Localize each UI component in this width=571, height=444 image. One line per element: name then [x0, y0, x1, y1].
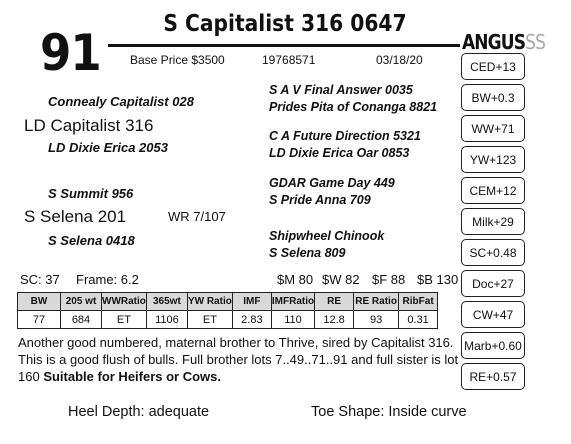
- perf-value: 93: [354, 311, 399, 329]
- epd-column: [461, 53, 527, 394]
- perf-header: YW Ratio: [187, 293, 232, 311]
- sire-sire: Connealy Capitalist 028: [48, 94, 194, 109]
- sire-dam-sire: C A Future Direction 5321: [269, 129, 421, 143]
- sire: LD Capitalist 316: [24, 116, 154, 135]
- index-b: $B 130: [417, 272, 459, 287]
- angus-logo-suffix: SS: [525, 30, 546, 54]
- perf-value: 110: [271, 311, 314, 329]
- epd-ww: WW+71: [461, 115, 525, 142]
- perf-header: RibFat: [399, 293, 438, 311]
- index-m: $M 80: [277, 272, 314, 287]
- description-bold: Suitable for Heifers or Cows.: [43, 369, 222, 384]
- perf-value: 0.31: [399, 311, 438, 329]
- description-text: Another good numbered, maternal brother to Thrive, sired by Capitalist 316. This is a good flush of bulls. Full brother lots 7..49..71..91 and full sister is lot 160: [18, 335, 459, 384]
- epd-yw: YW+123: [461, 146, 525, 173]
- sire-dam: LD Dixie Erica 2053: [48, 140, 168, 155]
- perf-header: BW: [18, 293, 61, 311]
- dam-dam-dam: S Selena 809: [269, 246, 346, 260]
- angus-logo-main: ANGUS: [462, 30, 526, 54]
- epd-ced: CED+13: [461, 53, 525, 80]
- heel-depth: Heel Depth: adequate: [68, 404, 210, 420]
- dam-dam-sire: Shipwheel Chinook: [269, 229, 385, 243]
- epd-bw: BW+0.3: [461, 84, 525, 111]
- perf-value: 684: [61, 311, 102, 329]
- index-f: $F 88: [372, 272, 406, 287]
- perf-value: 1106: [146, 311, 187, 329]
- sire-sire-sire: S A V Final Answer 0035: [269, 83, 413, 97]
- sire-sire-dam: Prides Pita of Conanga 8821: [269, 100, 438, 114]
- frame-score: Frame: 6.2: [76, 272, 139, 287]
- perf-header: RE Ratio: [354, 293, 399, 311]
- epd-cw: CW+47: [461, 301, 525, 328]
- title-rule: [108, 44, 460, 47]
- birth-date: 03/18/20: [376, 53, 423, 67]
- epd-sc: SC+0.48: [461, 239, 525, 266]
- perf-header: WWRatio: [102, 293, 147, 311]
- base-price: Base Price $3500: [130, 53, 225, 67]
- performance-header-row: [18, 293, 438, 311]
- perf-header: IMF: [232, 293, 271, 311]
- epd-cem: CEM+12: [461, 177, 525, 204]
- angus-logo: [462, 30, 545, 54]
- epd-milk: Milk+29: [461, 208, 525, 235]
- scrotal-circumference: SC: 37: [20, 272, 60, 287]
- dam-dam: S Selena 0418: [48, 233, 135, 248]
- epd-re: RE+0.57: [461, 363, 525, 390]
- epd-marb: Marb+0.60: [461, 332, 525, 359]
- lot-number: 91: [40, 24, 101, 82]
- perf-value: 12.8: [315, 311, 354, 329]
- performance-value-row: [18, 311, 438, 329]
- index-w: $W 82: [322, 272, 360, 287]
- sire-dam-dam: LD Dixie Erica Oar 0853: [269, 146, 410, 160]
- dam-sire-sire: GDAR Game Day 449: [269, 176, 395, 190]
- perf-header: 205 wt: [61, 293, 102, 311]
- perf-header: 365wt: [146, 293, 187, 311]
- epd-doc: Doc+27: [461, 270, 525, 297]
- toe-shape: Toe Shape: Inside curve: [311, 404, 467, 420]
- perf-value: 2.83: [232, 311, 271, 329]
- description: [18, 334, 460, 385]
- perf-header: RE: [315, 293, 354, 311]
- dam: S Selena 201: [24, 207, 127, 226]
- perf-value: ET: [187, 311, 232, 329]
- perf-value: ET: [102, 311, 147, 329]
- weaning-ratio: WR 7/107: [168, 209, 226, 224]
- dam-sire: S Summit 956: [48, 186, 134, 201]
- registration-number: 19768571: [262, 53, 316, 67]
- animal-name: S Capitalist 316 0647: [163, 11, 407, 37]
- perf-header: IMFRatio: [271, 293, 314, 311]
- perf-value: 77: [18, 311, 61, 329]
- dam-sire-dam: S Pride Anna 709: [269, 193, 371, 207]
- performance-table: [17, 292, 438, 329]
